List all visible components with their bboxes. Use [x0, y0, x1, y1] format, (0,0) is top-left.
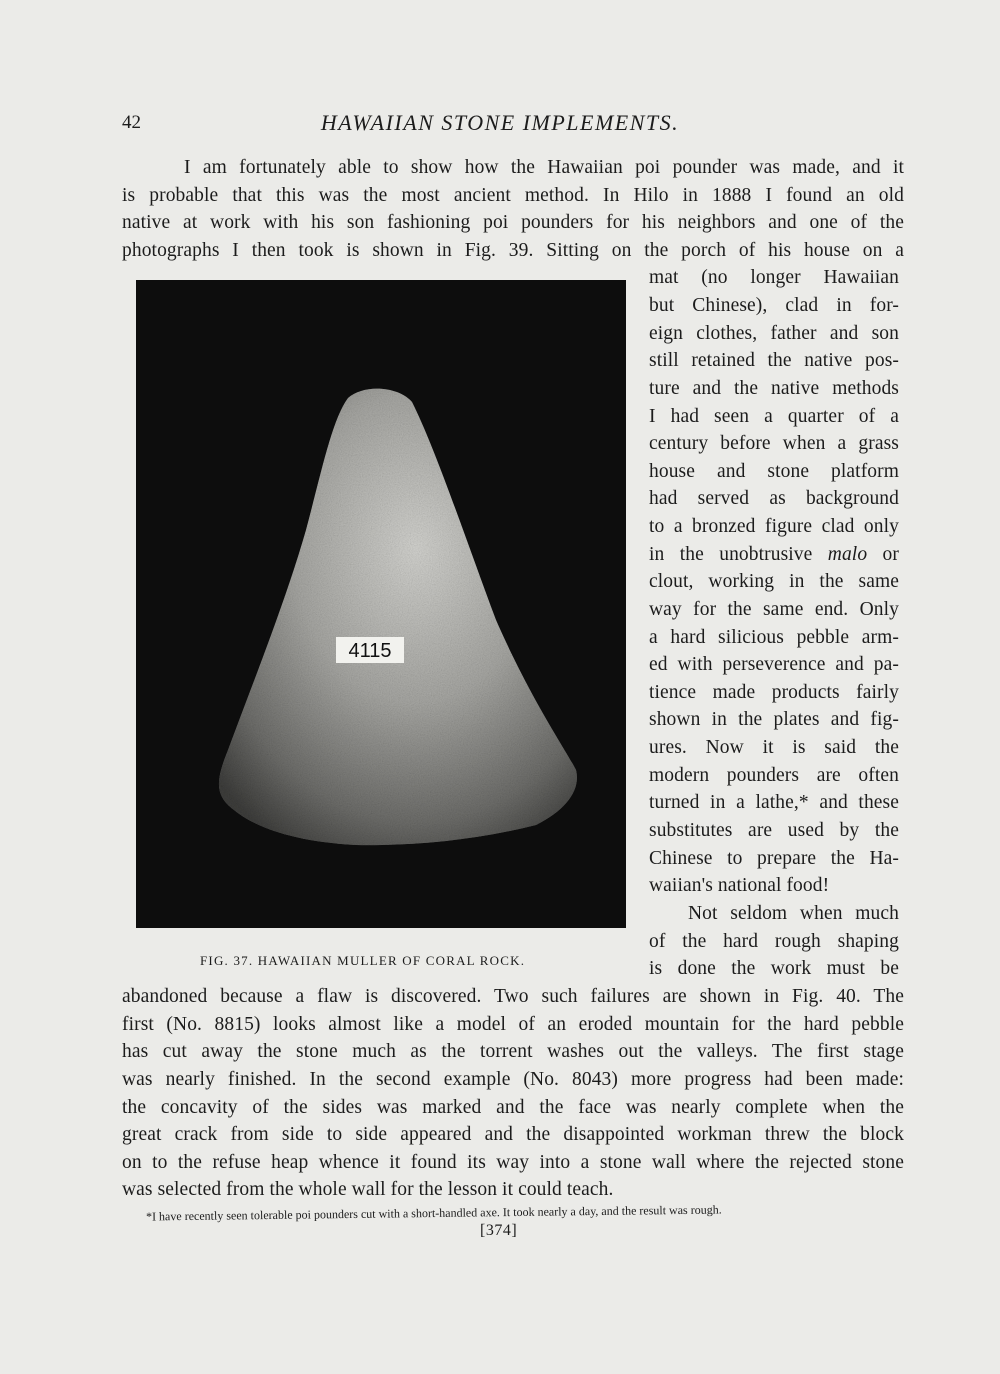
text-segment: in the unobtrusive	[649, 544, 813, 565]
text-line: great crack from side to side appeared and the disappointed workman threw the block	[122, 1124, 904, 1145]
text-line: of the hard rough shaping	[649, 931, 899, 952]
figure-caption: FIG. 37. HAWAIIAN MULLER OF CORAL ROCK.	[200, 953, 526, 968]
text-line: turned in a lathe,* and these	[649, 792, 899, 813]
text-line: shown in the plates and fig-	[649, 709, 899, 730]
text-line: house and stone platform	[649, 461, 899, 482]
text-line: is probable that this was the most ancient method. In Hilo in 1888 I found an old	[122, 185, 904, 206]
text-line: was selected from the whole wall for the lesson it could teach.	[122, 1179, 614, 1200]
text-line: a hard silicious pebble arm-	[649, 627, 899, 648]
text-line: I am fortunately able to show how the Hawaiian poi pounder was made, and it	[184, 157, 904, 178]
coral-muller-image	[136, 280, 626, 928]
text-line: mat (no longer Hawaiian	[649, 267, 899, 288]
text-line: Not seldom when much	[688, 903, 899, 924]
text-line: still retained the native pos-	[649, 350, 899, 371]
text-line: eign clothes, father and son	[649, 323, 899, 344]
text-line: waiian's national food!	[649, 875, 830, 896]
text-segment: or	[882, 544, 899, 565]
text-line: photographs I then took is shown in Fig. 39. Sitting on the porch of his house on a	[122, 240, 904, 261]
text-line: abandoned because a flaw is discovered. Two such failures are shown in Fig. 40. The	[122, 986, 904, 1007]
text-line: modern pounders are often	[649, 765, 899, 786]
text-line	[649, 544, 899, 566]
specimen-label: 4115	[348, 640, 392, 662]
footnote: *I have recently seen tolerable poi pounders cut with a short-handled axe. It took nearly a day, and the result was rough.	[145, 1202, 722, 1224]
text-line: was nearly finished. In the second example (No. 8043) more progress had been made:	[122, 1069, 904, 1090]
text-line: I had seen a quarter of a	[649, 406, 899, 427]
text-line: the concavity of the sides was marked and the face was nearly complete when the	[122, 1097, 904, 1118]
text-line: is done the work must be	[649, 958, 899, 979]
text-line: but Chinese), clad in for-	[649, 295, 899, 316]
text-line: Chinese to prepare the Ha-	[649, 848, 899, 869]
text-line: clout, working in the same	[649, 571, 899, 592]
text-line: way for the same end. Only	[649, 599, 899, 620]
specimen-photo	[136, 280, 626, 928]
text-line: ures. Now it is said the	[649, 737, 899, 758]
text-line: tience made products fairly	[649, 682, 899, 703]
page-number: 42	[122, 112, 141, 133]
italic-word: malo	[827, 544, 868, 565]
text-line: ture and the native methods	[649, 378, 899, 399]
text-line: substitutes are used by the	[649, 820, 899, 841]
sheet-number: [374]	[480, 1222, 518, 1239]
text-line: first (No. 8815) looks almost like a model of an eroded mountain for the hard pebble	[122, 1014, 904, 1035]
text-line: native at work with his son fashioning poi pounders for his neighbors and one of the	[122, 212, 904, 233]
running-title: HAWAIIAN STONE IMPLEMENTS.	[320, 110, 680, 135]
text-line: ed with perseverence and pa-	[649, 654, 899, 675]
text-line: century before when a grass	[649, 433, 899, 454]
text-line: has cut away the stone much as the torrent washes out the valleys. The first stage	[122, 1041, 904, 1062]
text-line: to a bronzed figure clad only	[649, 516, 899, 537]
text-line: on to the refuse heap whence it found its way into a stone wall where the rejected stone	[122, 1152, 904, 1173]
text-line: had served as background	[649, 488, 899, 509]
